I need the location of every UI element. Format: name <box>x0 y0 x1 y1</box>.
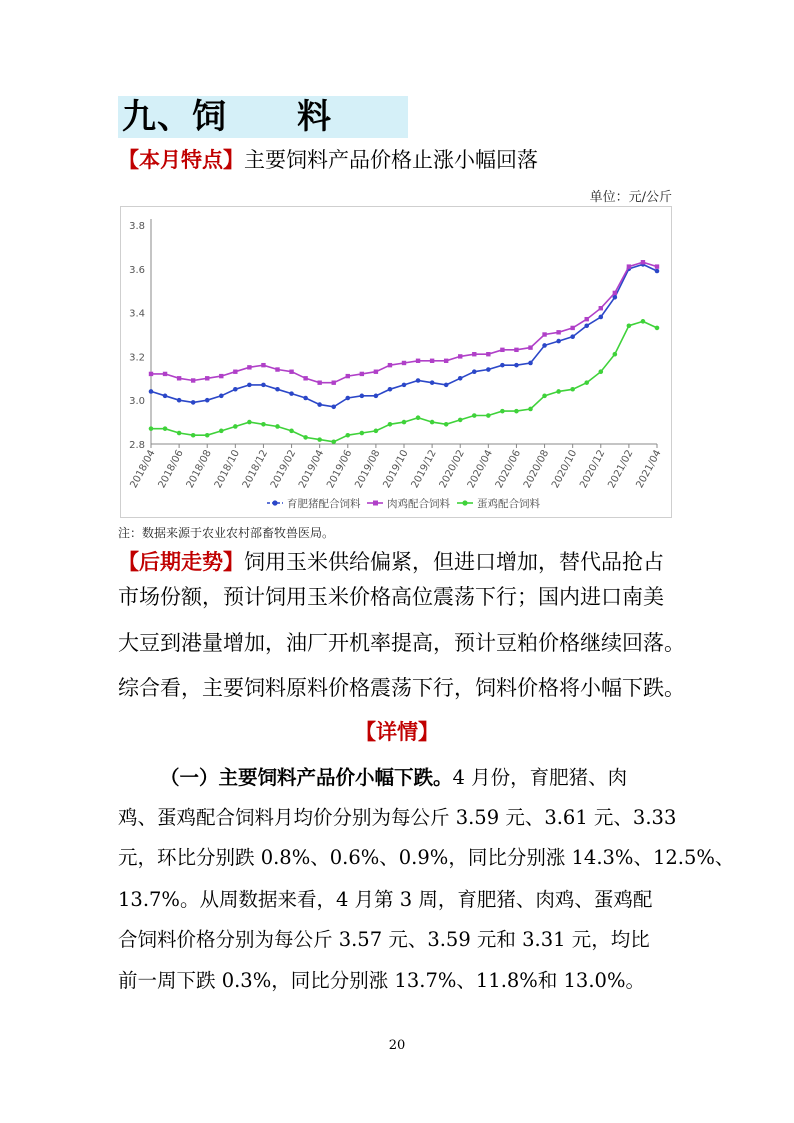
data-point <box>472 369 477 374</box>
data-point <box>261 383 266 388</box>
data-point <box>542 394 547 399</box>
data-point <box>219 374 223 378</box>
data-point <box>416 415 421 420</box>
data-point <box>191 378 195 382</box>
data-point <box>332 380 336 384</box>
data-point <box>570 326 574 330</box>
x-tick-label: 2021/02 <box>606 448 636 491</box>
data-point <box>599 306 603 310</box>
data-point <box>613 352 618 357</box>
data-point <box>303 396 308 401</box>
data-point <box>303 376 307 380</box>
data-point <box>556 339 561 344</box>
data-point <box>388 387 393 392</box>
x-tick-label: 2020/08 <box>521 448 552 491</box>
details-lead: （一）主要饲料产品价小幅下跌。 <box>160 766 453 789</box>
y-tick-label: 3.6 <box>129 264 145 276</box>
details-line-4: 13.7%。从周数据来看，4 月第 3 周，育肥猪、肉鸡、蛋鸡配 <box>118 888 653 911</box>
data-point <box>486 367 491 372</box>
data-point <box>570 387 575 392</box>
data-point <box>261 422 266 427</box>
legend-label: 育肥猪配合饲料 <box>287 498 361 510</box>
x-tick-label: 2018/04 <box>128 448 158 491</box>
data-point <box>275 367 279 371</box>
monthly-feature <box>118 145 538 175</box>
data-point <box>233 387 238 392</box>
data-point <box>345 433 350 438</box>
legend-label: 蛋鸡配合饲料 <box>477 498 540 510</box>
x-tick-label: 2019/06 <box>325 448 355 491</box>
outlook-line-4: 综合看，主要饲料原料价格震荡下行，饲料价格将小幅下跌。 <box>118 676 685 700</box>
y-tick-label: 3.0 <box>129 396 145 408</box>
x-tick-label: 2018/08 <box>184 448 214 491</box>
data-point <box>472 352 476 356</box>
data-point <box>528 361 533 366</box>
data-point <box>303 435 308 440</box>
data-point <box>331 404 336 409</box>
outlook-line-2: 市场份额，预计饲用玉米价格高位震荡下行；国内进口南美 <box>118 585 664 609</box>
data-point <box>219 429 224 434</box>
details-heading: 【详情】 <box>355 720 439 744</box>
data-point <box>472 413 477 418</box>
data-point <box>416 359 420 363</box>
data-point <box>360 372 364 376</box>
data-point <box>458 418 463 423</box>
data-point <box>345 396 350 401</box>
legend-marker <box>373 501 378 506</box>
x-tick-label: 2018/12 <box>240 448 271 491</box>
feature-text: 主要饲料产品价格止涨小幅回落 <box>244 148 538 172</box>
data-point <box>613 291 617 295</box>
data-point <box>500 348 504 352</box>
data-point <box>585 317 589 321</box>
x-tick-label: 2018/10 <box>212 448 242 491</box>
details-line-5: 合饲料价格分别为每公斤 3.57 元、3.59 元和 3.31 元，均比 <box>118 928 650 951</box>
data-point <box>444 422 449 427</box>
data-point <box>163 426 168 431</box>
data-point <box>233 424 238 429</box>
details-line-6: 前一周下跌 0.3%，同比分别涨 13.7%、11.8%和 13.0%。 <box>118 969 645 992</box>
data-point <box>528 345 532 349</box>
y-tick-label: 2.8 <box>129 440 145 451</box>
y-tick-label: 3.4 <box>129 308 145 320</box>
data-point <box>247 420 252 425</box>
data-point <box>191 400 196 405</box>
data-point <box>514 363 519 368</box>
data-point <box>430 380 435 385</box>
data-point <box>289 370 293 374</box>
data-point <box>360 394 365 399</box>
data-point <box>641 260 645 264</box>
data-point <box>542 332 546 336</box>
x-tick-label: 2019/10 <box>381 448 411 491</box>
data-point <box>402 383 407 388</box>
details-line-2: 鸡、蛋鸡配合饲料月均价分别为每公斤 3.59 元、3.61 元、3.33 <box>118 806 677 829</box>
data-point <box>233 370 237 374</box>
data-point <box>149 426 154 431</box>
data-point <box>317 437 322 442</box>
data-point <box>205 376 209 380</box>
data-point <box>247 383 252 388</box>
data-point <box>149 372 153 376</box>
details-line-1 <box>160 762 627 790</box>
data-point <box>458 376 463 381</box>
data-point <box>374 429 379 434</box>
x-tick-label: 2019/02 <box>268 448 299 491</box>
data-point <box>360 431 365 436</box>
data-point <box>514 409 519 414</box>
data-point <box>570 334 575 339</box>
data-point <box>627 323 632 328</box>
x-tick-label: 2020/02 <box>437 448 467 491</box>
data-point <box>444 383 449 388</box>
data-point <box>275 424 280 429</box>
x-tick-label: 2020/10 <box>550 448 580 491</box>
data-point <box>388 422 393 427</box>
x-tick-label: 2018/06 <box>156 448 186 491</box>
data-point <box>289 429 294 434</box>
data-point <box>163 372 167 376</box>
data-point <box>556 330 560 334</box>
data-point <box>430 420 435 425</box>
data-point <box>374 394 379 399</box>
x-tick-label: 2020/12 <box>578 448 608 491</box>
data-point <box>205 398 210 403</box>
data-source-note: 注：数据来源于农业农村部畜牧兽医局。 <box>118 526 335 540</box>
y-tick-label: 3.2 <box>129 352 145 364</box>
x-tick-label: 2019/12 <box>409 448 439 491</box>
data-point <box>191 433 196 438</box>
data-point <box>430 359 434 363</box>
data-point <box>486 352 490 356</box>
x-tick-label: 2020/04 <box>465 448 495 491</box>
outlook-text-1: 饲用玉米供给偏紧，但进口增加，替代品抢占 <box>244 550 664 574</box>
data-point <box>655 264 659 268</box>
data-point <box>219 394 224 399</box>
price-chart <box>120 206 672 518</box>
data-point <box>584 323 589 328</box>
data-point <box>275 387 280 392</box>
legend-label: 肉鸡配合饲料 <box>387 498 450 510</box>
data-point <box>331 440 336 445</box>
data-point <box>177 431 182 436</box>
data-point <box>317 402 322 407</box>
data-point <box>556 389 561 394</box>
data-point <box>486 413 491 418</box>
data-point <box>177 398 182 403</box>
data-point <box>500 409 505 414</box>
data-point <box>528 407 533 412</box>
data-point <box>641 319 646 324</box>
data-point <box>388 363 392 367</box>
data-point <box>163 394 168 399</box>
data-point <box>655 326 660 331</box>
data-point <box>542 343 547 348</box>
data-point <box>261 363 265 367</box>
outlook-tag: 【后期走势】 <box>118 550 244 574</box>
data-point <box>598 315 603 320</box>
outlook-line-1 <box>118 546 664 576</box>
data-point <box>444 359 448 363</box>
details-text-1: 4 月份，育肥猪、肉 <box>452 766 628 789</box>
x-tick-label: 2019/04 <box>297 448 327 491</box>
data-point <box>500 363 505 368</box>
legend-marker <box>462 500 467 505</box>
unit-label: 单位：元/公斤 <box>589 190 672 205</box>
data-point <box>289 391 294 396</box>
data-point <box>598 369 603 374</box>
y-tick-label: 3.8 <box>129 221 145 232</box>
data-point <box>177 376 181 380</box>
data-point <box>149 389 154 394</box>
data-point <box>584 380 589 385</box>
data-point <box>205 433 210 438</box>
data-point <box>402 361 406 365</box>
data-point <box>346 374 350 378</box>
legend-marker <box>272 500 277 505</box>
data-point <box>247 365 251 369</box>
data-point <box>627 264 631 268</box>
section-title: 九、饲 料 <box>118 96 408 138</box>
x-tick-label: 2021/04 <box>634 448 664 491</box>
feature-tag: 【本月特点】 <box>118 148 244 172</box>
x-tick-label: 2019/08 <box>353 448 383 491</box>
data-point <box>655 269 660 274</box>
page-number: 20 <box>388 1038 406 1053</box>
data-point <box>514 348 518 352</box>
data-point <box>317 380 321 384</box>
details-line-3: 元，环比分别跌 0.8%、0.6%、0.9%，同比分别涨 14.3%、12.5%、 <box>118 846 735 869</box>
data-point <box>416 378 421 383</box>
data-point <box>374 370 378 374</box>
chart-svg <box>121 207 671 517</box>
x-tick-label: 2020/06 <box>493 448 524 491</box>
data-point <box>402 420 407 425</box>
data-point <box>458 354 462 358</box>
outlook-line-3: 大豆到港量增加，油厂开机率提高，预计豆粕价格继续回落。 <box>118 631 685 655</box>
